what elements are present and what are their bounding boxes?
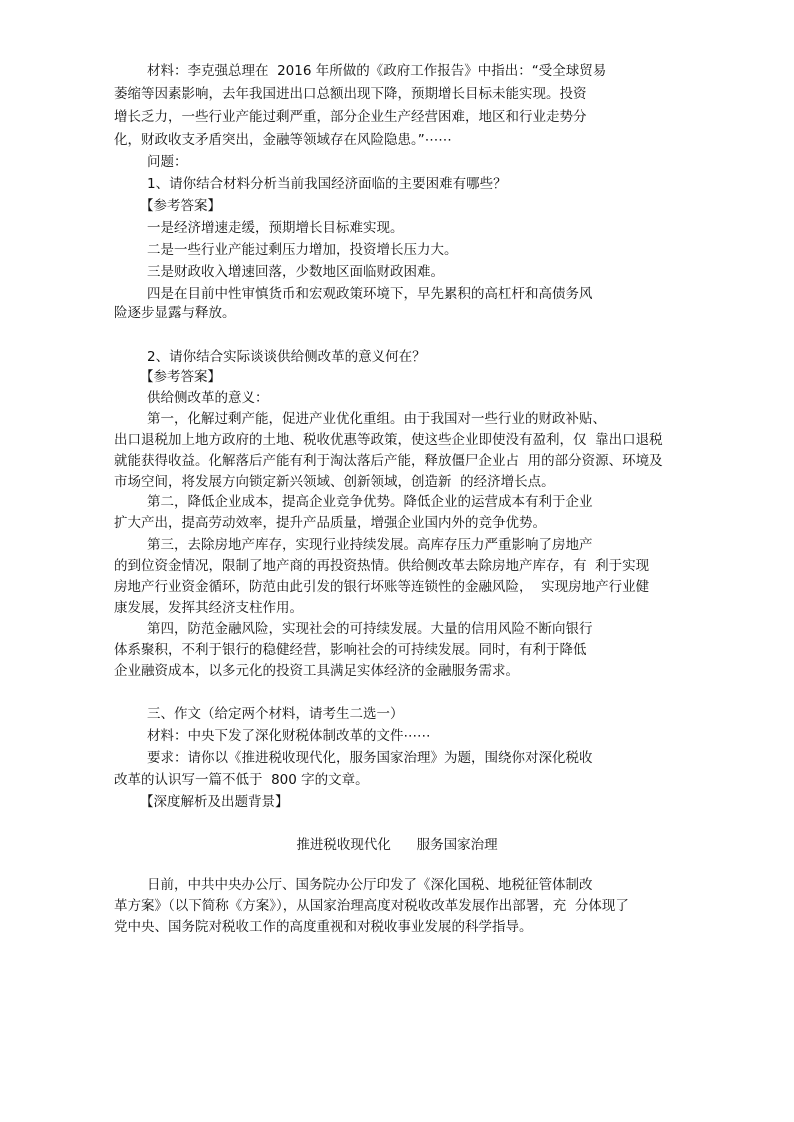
answer-line: 出口退税加上地方政府的土地、税收优惠等政策，使这些企业即使没有盈利，仅 靠出口退税 — [114, 432, 663, 448]
answer-label-2: 【参考答案】 — [140, 369, 221, 385]
answer-line: 企业融资成本，以多元化的投资工具满足实体经济的金融服务需求。 — [114, 663, 519, 679]
material-line: 萎缩等因素影响，去年我国进出口总额出现下降，预期增长目标未能实现。投资 — [114, 86, 587, 102]
answer-line: 扩大产出，提高劳动效率，提升产品质量，增强企业国内外的竞争优势。 — [114, 515, 546, 531]
questions-label: 问题： — [147, 154, 188, 170]
essay-requirement: 要求：请你以《推进税收现代化，服务国家治理》为题，围绕你对深化税收 — [147, 750, 593, 766]
essay-body-line: 党中央、国务院对税收工作的高度重视和对税收事业发展的科学指导。 — [114, 919, 533, 935]
answer-line: 市场空间，将发展方向锁定新兴领域、创新领域，创造新 的经济增长点。 — [114, 474, 555, 490]
answer-line: 第二，降低企业成本，提高企业竞争优势。降低企业的运营成本有利于企业 — [147, 494, 593, 510]
material-line: 增长乏力，一些行业产能过剩严重，部分企业生产经营困难，地区和行业走势分 — [114, 109, 587, 125]
essay-material: 材料：中央下发了深化财税体制改革的文件⋯⋯ — [147, 728, 431, 744]
essay-analysis-label: 【深度解析及出题背景】 — [140, 794, 289, 810]
question-2: 2、请你结合实际谈谈供给侧改革的意义何在？ — [147, 349, 426, 365]
answer-line: 第一，化解过剩产能，促进产业优化重组。由于我国对一些行业的财政补贴、 — [147, 411, 606, 427]
answer-line: 四是在目前中性审慎货币和宏观政策环境下，早先累积的高杠杆和高债务风 — [147, 286, 593, 302]
answer-line: 康发展，发挥其经济支柱作用。 — [114, 600, 303, 616]
essay-requirement: 改革的认识写一篇不低于 800 字的文章。 — [114, 772, 369, 788]
material-line: 材料：李克强总理在 2016 年所做的《政府工作报告》中指出：“受全球贸易 — [147, 63, 607, 79]
answer-line: 三是财政收入增速回落，少数地区面临财政困难。 — [147, 264, 444, 280]
material-line: 化，财政收支矛盾突出，金融等领域存在风险隐患。”⋯⋯ — [114, 132, 452, 148]
essay-body-line: 革方案》（以下简称《方案》），从国家治理高度对税收改革发展作出部署，充 分体现了 — [114, 898, 629, 914]
answer-line: 就能获得收益。化解落后产能有利于淘汰落后产能，释放僵尸企业占 用的部分资源、环境及 — [114, 453, 663, 469]
answer-line: 险逐步显露与释放。 — [114, 305, 236, 321]
answer-line: 一是经济增速走缓，预期增长目标难实现。 — [147, 220, 404, 236]
essay-heading: 三、作文（给定两个材料，请考生二选一） — [147, 706, 404, 722]
answer-label-1: 【参考答案】 — [140, 198, 221, 214]
question-1: 1、请你结合材料分析当前我国经济面临的主要困难有哪些？ — [147, 176, 507, 192]
answer-line: 的到位资金情况，限制了地产商的再投资热情。供给侧改革去除房地产库存，有 利于实现 — [114, 558, 650, 574]
essay-body-line: 日前，中共中央办公厅、国务院办公厅印发了《深化国税、地税征管体制改 — [147, 877, 593, 893]
answer-line: 体系聚积，不利于银行的稳健经营，影响社会的可持续发展。同时，有利于降低 — [114, 642, 587, 658]
answer-intro: 供给侧改革的意义： — [147, 390, 269, 406]
answer-line: 第三，去除房地产库存，实现行业持续发展。高库存压力严重影响了房地产 — [147, 537, 593, 553]
answer-line: 房地产行业资金循环，防范由此引发的银行坏账等连锁性的金融风险， 实现房地产行业健 — [114, 579, 650, 595]
answer-line: 第四，防范金融风险，实现社会的可持续发展。大量的信用风险不断向银行 — [147, 621, 593, 637]
answer-line: 二是一些行业产能过剩压力增加，投资增长压力大。 — [147, 242, 458, 258]
essay-title: 推进税收现代化 服务国家治理 — [296, 837, 498, 853]
